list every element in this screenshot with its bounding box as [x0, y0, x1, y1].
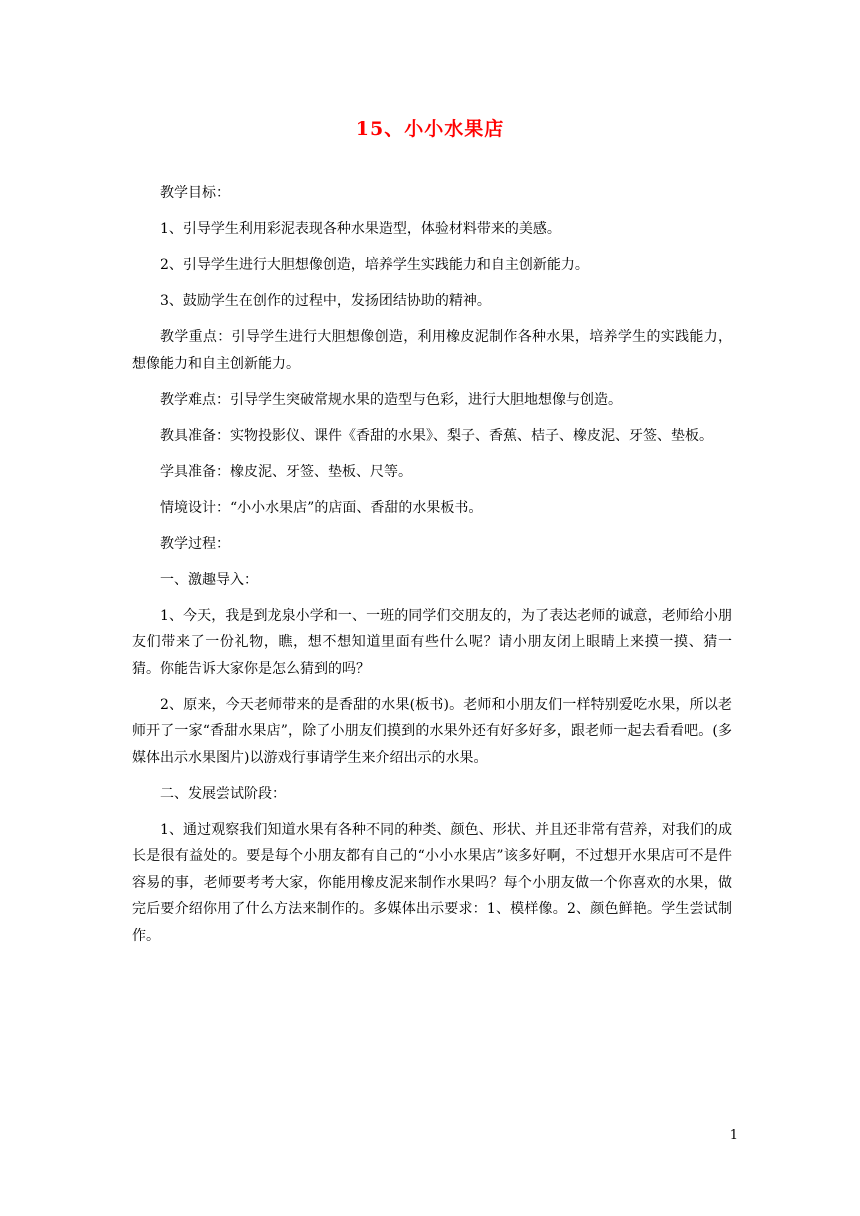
- paragraph: 教学过程：: [160, 535, 230, 552]
- document-title: 15、小小水果店: [355, 118, 505, 140]
- document-body: [132, 180, 732, 959]
- page-number: 1: [729, 1128, 738, 1143]
- paragraph: 教学重点：引导学生进行大胆想像创造，利用橡皮泥制作各种水果，培养学生的实践能力，想像能力和自主创新能力。: [132, 329, 732, 372]
- paragraph: 教学目标：: [160, 185, 230, 201]
- paragraph: 1、通过观察我们知道水果有各种不同的种类、颜色、形状、并且还非常有营养，对我们的成长是很有益处的。要是每个小朋友都有自己的“小小水果店”该多好啊，不过想开水果店可不是件容易的事，老师要考考大家，你能用橡皮泥来制作水果吗？每个小朋友做一个你喜欢的水果，做完后要介绍你用了什么方法来制作的。多媒体出示要求：1、模样像。2、颜色鲜艳。学生尝试制作。: [132, 821, 732, 944]
- paragraph: 一、激趣导入：: [160, 571, 258, 588]
- paragraph: 2、原来，今天老师带来的是香甜的水果(板书)。老师和小朋友们一样特别爱吃水果，所以老师开了一家“香甜水果店”，除了小朋友们摸到的水果外还有好多好多，跟老师一起去看看吧。(多媒体出示水果图片)以游戏行事请学生来介绍出示的水果。: [132, 696, 732, 766]
- paragraph: 情境设计：“小小水果店”的店面、香甜的水果板书。: [160, 499, 483, 516]
- paragraph: 3、鼓励学生在创作的过程中，发扬团结协助的精神。: [160, 293, 491, 309]
- paragraph: 教学难点：引导学生突破常规水果的造型与色彩，进行大胆地想像与创造。: [160, 391, 622, 408]
- paragraph: 1、引导学生利用彩泥表现各种水果造型，体验材料带来的美感。: [160, 221, 561, 237]
- paragraph: 二、发展尝试阶段：: [160, 785, 286, 802]
- paragraph: 2、引导学生进行大胆想像创造，培养学生实践能力和自主创新能力。: [160, 257, 589, 273]
- paragraph: 1、今天，我是到龙泉小学和一、一班的同学们交朋友的，为了表达老师的诚意，老师给小朋友们带来了一份礼物，瞧，想不想知道里面有些什么呢？请小朋友闭上眼睛上来摸一摸、猜一猜。你能告诉大家你是怎么猜到的吗？: [132, 607, 732, 677]
- paragraph: 学具准备：橡皮泥、牙签、垫板、尺等。: [160, 463, 412, 480]
- paragraph: 教具准备：实物投影仪、课件《香甜的水果》、梨子、香蕉、桔子、橡皮泥、牙签、垫板。: [160, 427, 713, 444]
